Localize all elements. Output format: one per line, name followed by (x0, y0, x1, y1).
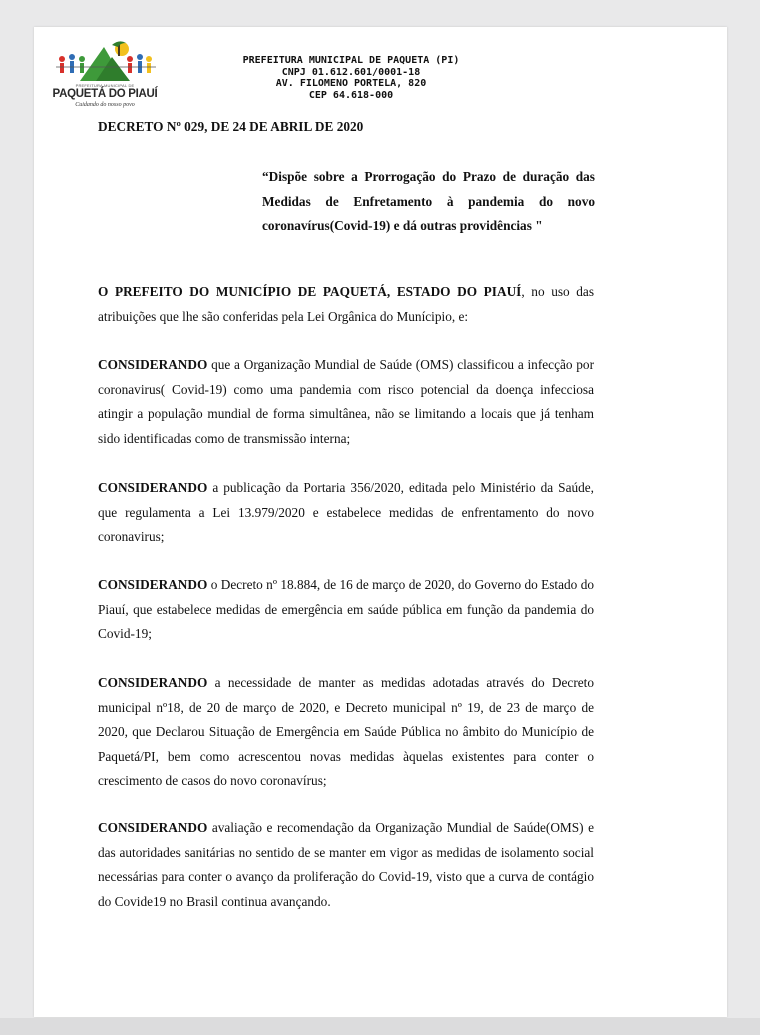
letterhead-line-4: CEP 64.618-000 (308, 89, 394, 101)
considerando-text: o Decreto nº 18.884, de 16 de março de 2020, do Governo do Estado do Piauí, que estabelece medidas de emergência em saúde pública em função da pandemia do Covid-19; (98, 577, 594, 641)
preamble (98, 280, 594, 329)
letterhead-line-3: AV. FILOMENO PORTELA, 820 (275, 78, 427, 89)
considerando-paragraph (98, 573, 594, 647)
logo-name: PAQUETÁ DO PIAUÍ (52, 88, 158, 100)
considerando-label: CONSIDERANDO (98, 480, 208, 495)
letterhead-line-1: PREFEITURA MUNICIPAL DE PAQUETA (PI) (242, 55, 460, 66)
letterhead-line-2: CNPJ 01.612.601/0001-18 (281, 66, 421, 78)
logo-top-text: PREFEITURA MUNICIPAL DE (75, 83, 135, 88)
considerando-paragraph (98, 476, 594, 550)
municipality-logo (52, 37, 158, 117)
considerando-paragraph (98, 816, 594, 914)
considerando-label: CONSIDERANDO (98, 357, 208, 372)
logo-slogan: Cuidando do nosso povo (75, 102, 135, 108)
considerando-label: CONSIDERANDO (98, 675, 208, 690)
considerando-text: que a Organização Mundial de Saúde (OMS) classificou a infecção por coronavirus( Covid-19) como uma pandemia com risco potencial da doença infecciosa atingir a população mundial de forma simultânea, não se limitando a locais que já tenham sido identificadas como de transmissão interna; (98, 357, 594, 446)
considerando-label: CONSIDERANDO (98, 820, 208, 835)
letterhead (192, 55, 510, 101)
considerando-paragraph (98, 353, 594, 451)
considerando-text: a publicação da Portaria 356/2020, editada pelo Ministério da Saúde, que regulamenta a Lei 13.979/2020 e estabelece medidas de enfrentamento do novo coronavirus; (98, 480, 594, 544)
preamble-text: , no uso das atribuições que lhe são conferidas pela Lei Orgânica do Munícipio, e: (98, 284, 594, 324)
preamble-authority: O PREFEITO DO MUNICÍPIO DE PAQUETÁ, ESTADO DO PIAUÍ (98, 284, 522, 299)
considerando-label: CONSIDERANDO (98, 577, 208, 592)
considerando-text: a necessidade de manter as medidas adotadas através do Decreto municipal nº18, de 20 de março de 2020, e Decreto municipal nº 19, de 23 de março de 2020, que Declarou Situação de Emergência em Saúde Pública no âmbito do Município de Paquetá/PI, bem como acrescentou novas medidas àquelas existentes para conter o crescimento de casos do novo coronavírus; (98, 675, 594, 788)
viewer-bottom-area (0, 1018, 760, 1035)
decree-summary: “Dispõe sobre a Prorrogação do Prazo de duração das Medidas de Enfretamento à pandemia do novo coronavírus(Covid-19) e dá outras providências " (262, 169, 595, 233)
considerando-paragraph (98, 671, 594, 794)
considerando-text: avaliação e recomendação da Organização Mundial de Saúde(OMS) e das autoridades sanitárias no sentido de se manter em vigor as medidas de isolamento social necessárias para conter o avanço da proliferação do Covid-19, visto que a curva de contágio do Covide19 no Brasil continua avançando. (98, 820, 594, 909)
decree-title: DECRETO Nº 029, DE 24 DE ABRIL DE 2020 (98, 119, 364, 134)
logo-emblem-icon (52, 37, 158, 85)
